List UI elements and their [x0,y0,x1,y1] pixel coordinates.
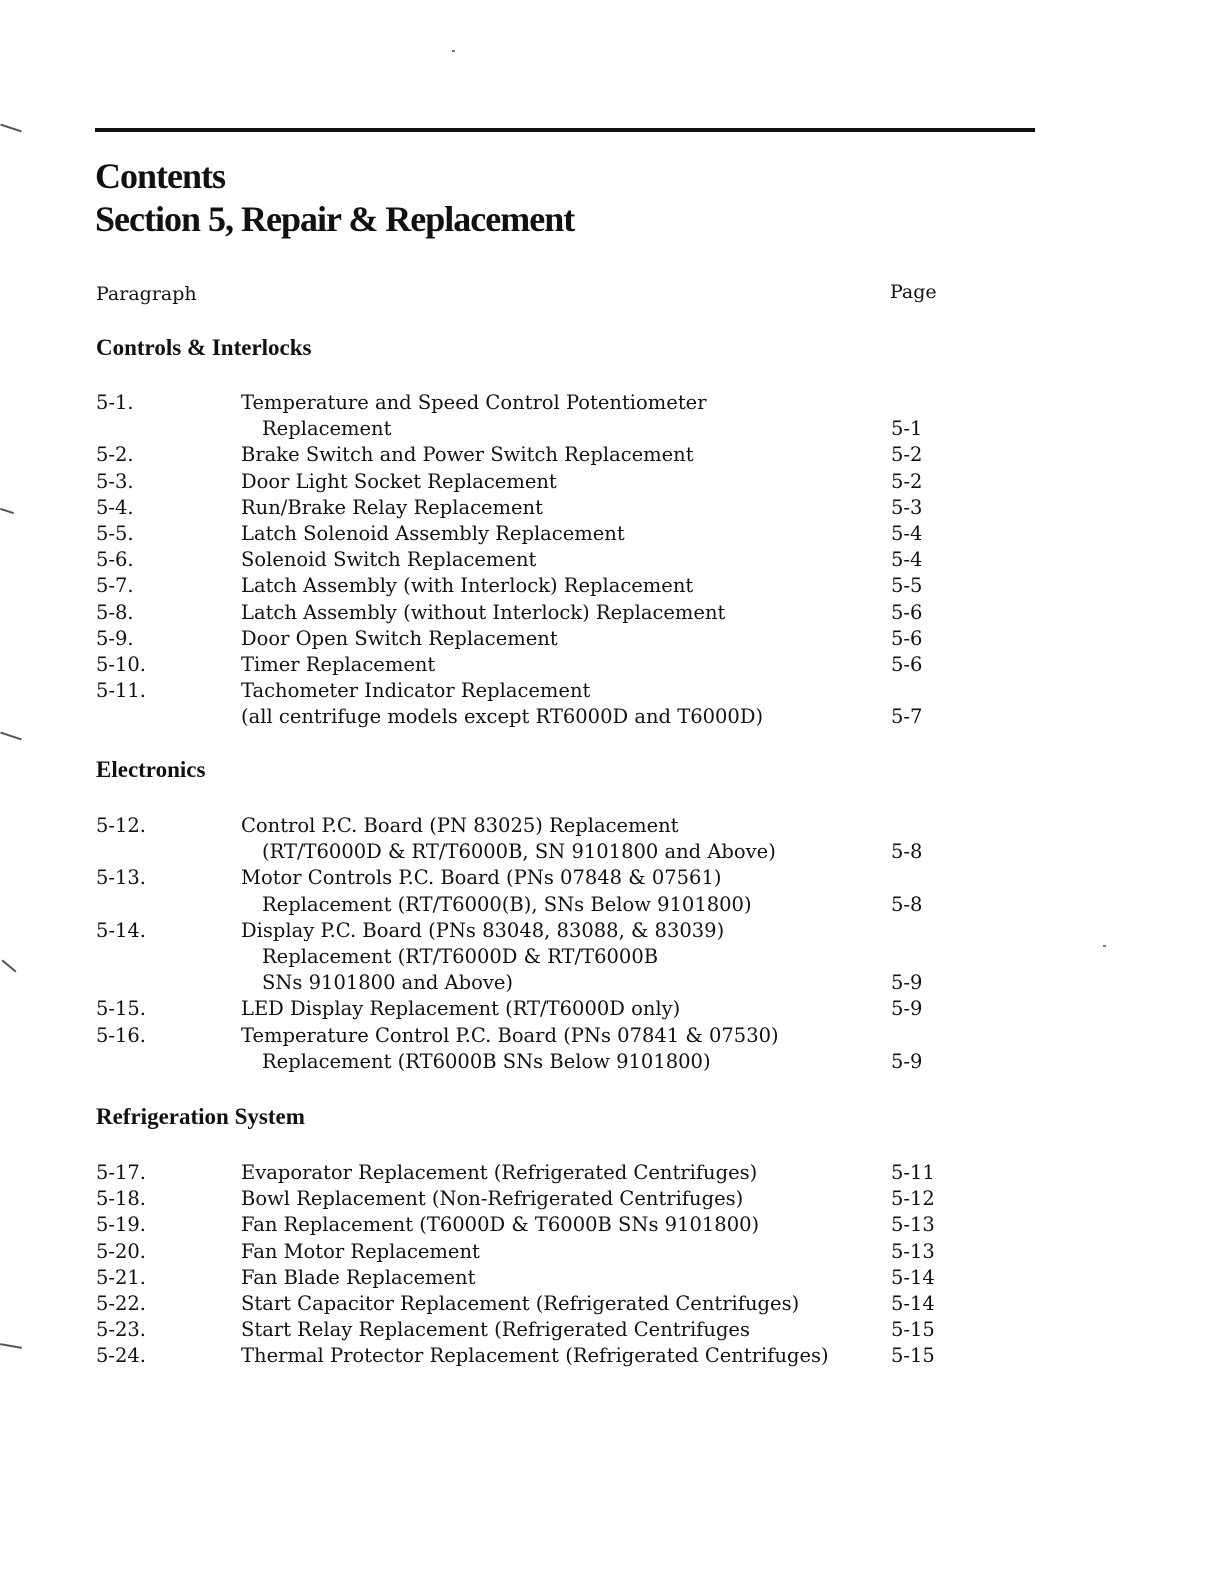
paragraph-number: 5-22. [96,1291,147,1315]
entry-title: Thermal Protector Replacement (Refrigerated Centrifuges) [241,1344,829,1368]
toc-entry [96,521,956,547]
toc-entry-line [96,839,956,865]
page-number: 5-13 [891,1239,935,1263]
page-column-header: Page [890,281,937,303]
scan-mark [0,732,22,741]
entry-title: Start Relay Replacement (Refrigerated Centrifuges [241,1318,750,1342]
paragraph-number: 5-12. [96,814,147,837]
entry-title: (all centrifuge models except RT6000D and T6000D) [241,705,764,729]
entry-title: Run/Brake Relay Replacement [241,495,543,519]
toc-entry-line [96,1343,956,1369]
page-title: Contents [95,156,226,196]
entry-title: Replacement [262,417,392,441]
paragraph-number: 5-24. [96,1344,147,1368]
paragraph-number: 5-19. [96,1213,147,1237]
toc-entry-line [96,1186,956,1212]
toc-entry-line [96,495,956,521]
entry-title: Door Light Socket Replacement [241,469,557,493]
toc-entry-line [96,1023,956,1049]
entry-title: Solenoid Switch Replacement [241,548,537,572]
toc-entry [96,600,956,626]
toc-entry-line [96,1291,956,1317]
toc-entry [96,1343,956,1369]
paragraph-number: 5-18. [96,1187,147,1211]
toc-entry [96,1239,956,1265]
entry-title: SNs 9101800 and Above) [262,971,514,995]
paragraph-number: 5-17. [96,1161,147,1184]
page-number: 5-1 [891,417,923,441]
toc-entry-line [96,652,956,678]
entry-title: Replacement (RT/T6000(B), SNs Below 9101800) [262,892,752,916]
entry-title: Fan Blade Replacement [241,1265,476,1289]
toc-entry-line [96,1160,956,1186]
toc-entry-line [96,996,956,1022]
toc-entry-line [96,1212,956,1238]
page-number: 5-8 [891,840,923,864]
entry-title: Display P.C. Board (PNs 83048, 83088, & 83039) [241,918,725,942]
page-number: 5-3 [891,495,923,519]
entry-title: LED Display Replacement (RT/T6000D only) [241,997,681,1021]
entry-title: Brake Switch and Power Switch Replacement [241,443,694,467]
entry-title: Replacement (RT6000B SNs Below 9101800) [262,1049,711,1073]
toc-entry [96,865,956,917]
toc-entry-line [96,547,956,573]
page-number: 5-14 [891,1265,935,1289]
toc-entry-line [96,678,956,704]
page-number: 5-9 [891,1049,923,1073]
scan-dot [1103,945,1106,947]
page-number: 5-15 [891,1344,935,1368]
entry-title: Temperature Control P.C. Board (PNs 07841 & 07530) [241,1023,779,1047]
page-number: 5-7 [891,705,923,729]
scan-mark [0,124,22,133]
section-heading: Controls & Interlocks [96,335,312,360]
section-heading: Refrigeration System [96,1104,305,1129]
toc-entry [96,1265,956,1291]
entry-title: Temperature and Speed Control Potentiometer [241,391,707,414]
page-number: 5-2 [891,469,923,493]
toc-entry-line [96,865,956,891]
page-number: 5-9 [891,997,923,1021]
entry-title: Replacement (RT/T6000D & RT/T6000B [262,944,659,968]
toc-entry-line [96,704,956,730]
toc-entry [96,652,956,678]
paragraph-number: 5-1. [96,391,134,414]
page-number: 5-6 [891,652,923,676]
toc-entry-line [96,469,956,495]
entry-title: Latch Assembly (with Interlock) Replacement [241,574,694,598]
toc-list [96,813,956,1075]
toc-entry [96,495,956,521]
paragraph-column-header: Paragraph [96,283,197,305]
page-number: 5-13 [891,1213,935,1237]
toc-entry [96,1212,956,1238]
toc-entry [96,626,956,652]
toc-entry-line [96,813,956,839]
toc-entry-line [96,416,956,442]
paragraph-number: 5-23. [96,1318,147,1342]
toc-entry-line [96,944,956,970]
page-number: 5-8 [891,892,923,916]
paragraph-number: 5-11. [96,679,147,703]
page-number: 5-5 [891,574,923,598]
toc-entry-line [96,918,956,944]
page-number: 5-12 [891,1187,935,1211]
entry-title: Start Capacitor Replacement (Refrigerated Centrifuges) [241,1291,800,1315]
paragraph-number: 5-5. [96,521,134,545]
scan-mark [0,508,14,514]
entry-title: Timer Replacement [241,652,436,676]
toc-entry-line [96,442,956,468]
entry-title: Fan Replacement (T6000D & T6000B SNs 9101800) [241,1213,760,1237]
paragraph-number: 5-7. [96,574,134,598]
page-number: 5-9 [891,971,923,995]
toc-entry [96,469,956,495]
scan-mark [1,959,16,972]
page-number: 5-15 [891,1318,935,1342]
toc-entry-line [96,892,956,918]
toc-list [96,390,956,730]
page-number: 5-4 [891,521,923,545]
toc-entry [96,390,956,442]
paragraph-number: 5-14. [96,918,147,942]
toc-entry-line [96,970,956,996]
page-number: 5-6 [891,626,923,650]
paragraph-number: 5-8. [96,600,134,624]
page-number: 5-2 [891,443,923,467]
toc-entry-line [96,1317,956,1343]
page-number: 5-11 [891,1161,935,1184]
toc-entry [96,1186,956,1212]
scan-mark [0,1343,22,1349]
entry-title: Latch Assembly (without Interlock) Replacement [241,600,726,624]
entry-title: Door Open Switch Replacement [241,626,558,650]
scan-dot [452,50,455,52]
toc-entry [96,1317,956,1343]
toc-entry [96,547,956,573]
toc-entry [96,573,956,599]
paragraph-number: 5-3. [96,469,134,493]
paragraph-number: 5-9. [96,626,134,650]
toc-entry [96,1160,956,1186]
paragraph-number: 5-10. [96,652,147,676]
entry-title: Motor Controls P.C. Board (PNs 07848 & 07561) [241,866,722,890]
entry-title: Evaporator Replacement (Refrigerated Centrifuges) [241,1161,758,1184]
header-rule [95,128,1035,132]
entry-title: Fan Motor Replacement [241,1239,480,1263]
entry-title: Latch Solenoid Assembly Replacement [241,521,625,545]
toc-entry [96,918,956,997]
entry-title: Tachometer Indicator Replacement [241,679,591,703]
toc-entry [96,1291,956,1317]
page-number: 5-4 [891,548,923,572]
paragraph-number: 5-20. [96,1239,147,1263]
section-title: Section 5, Repair & Replacement [95,199,575,239]
toc-entry [96,442,956,468]
toc-entry [96,1023,956,1075]
toc-entry-line [96,1049,956,1075]
toc-entry [96,996,956,1022]
paragraph-number: 5-13. [96,866,147,890]
entry-title: (RT/T6000D & RT/T6000B, SN 9101800 and Above) [262,840,776,864]
toc-entry-line [96,600,956,626]
paragraph-number: 5-4. [96,495,134,519]
paragraph-number: 5-15. [96,997,147,1021]
toc-entry-line [96,390,956,416]
toc-entry-line [96,626,956,652]
toc-entry [96,678,956,730]
page-number: 5-14 [891,1291,935,1315]
paragraph-number: 5-6. [96,548,134,572]
paragraph-number: 5-16. [96,1023,147,1047]
entry-title: Control P.C. Board (PN 83025) Replacement [241,814,679,837]
toc-list [96,1160,956,1370]
toc-entry-line [96,1239,956,1265]
page-number: 5-6 [891,600,923,624]
paragraph-number: 5-21. [96,1265,147,1289]
toc-entry-line [96,573,956,599]
toc-entry-line [96,1265,956,1291]
toc-entry-line [96,521,956,547]
entry-title: Bowl Replacement (Non-Refrigerated Centrifuges) [241,1187,744,1211]
section-heading: Electronics [96,757,206,782]
paragraph-number: 5-2. [96,443,134,467]
toc-entry [96,813,956,865]
